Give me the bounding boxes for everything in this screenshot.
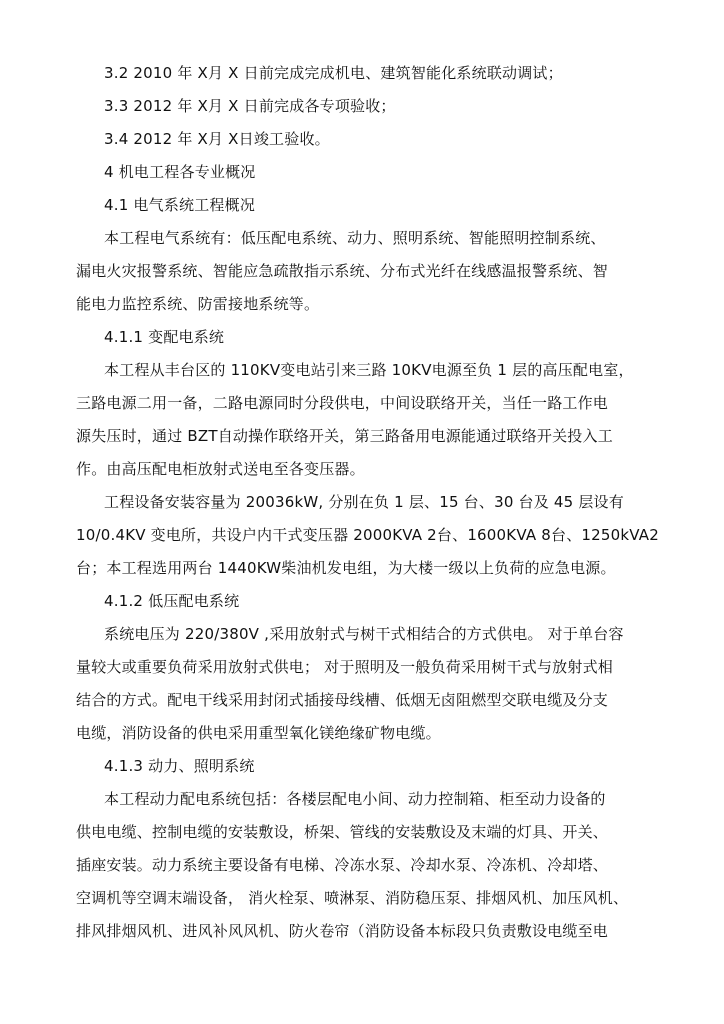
paragraph-line: 系统电压为 220/380V ,采用放射式与树干式相结合的方式供电。 对于单台容 — [104, 625, 624, 643]
heading-4-1-1: 4.1.1 变配电系统 — [104, 328, 225, 346]
paragraph-line: 能电力监控系统、防雷接地系统等。 — [76, 295, 320, 313]
paragraph-line: 本工程动力配电系统包括：各楼层配电小间、动力控制箱、柜至动力设备的 — [104, 790, 606, 808]
paragraph-line: 空调机等空调末端设备， 消火栓泵、喷淋泵、消防稳压泵、排烟风机、加压风机、 — [76, 889, 629, 907]
heading-4: 4 机电工程各专业概况 — [104, 163, 256, 181]
paragraph-line: 10/0.4KV 变电所，共设户内干式变压器 2000KVA 2台、1600KVA 8台、1250kVA2 — [76, 526, 659, 544]
paragraph-line: 量较大或重要负荷采用放射式供电； 对于照明及一般负荷采用树干式与放射式相 — [76, 658, 613, 676]
paragraph-line: 结合的方式。配电干线采用封闭式插接母线槽、低烟无卤阻燃型交联电缆及分支 — [76, 691, 609, 709]
heading-4-1: 4.1 电气系统工程概况 — [104, 196, 256, 214]
paragraph-line: 工程设备安装容量为 20036kW, 分别在负 1 层、15 台、30 台及 45 层设有 — [104, 493, 624, 511]
paragraph-line: 本工程从丰台区的 110KV变电站引来三路 10KV电源至负 1 层的高压配电室， — [104, 361, 634, 379]
paragraph-line: 排风排烟风机、进风补风风机、防火卷帘（消防设备本标段只负责敷设电缆至电 — [76, 922, 609, 940]
paragraph-line: 供电电缆、控制电缆的安装敷设，桥架、管线的安装敷设及末端的灯具、开关、 — [76, 823, 609, 841]
heading-4-1-2: 4.1.2 低压配电系统 — [104, 592, 240, 610]
line-3-3: 3.3 2012 年 X月 X 日前完成各专项验收； — [104, 97, 396, 115]
paragraph-line: 台；本工程选用两台 1440KW柴油机发电组，为大楼一级以上负荷的应急电源。 — [76, 559, 616, 577]
paragraph-line: 电缆，消防设备的供电采用重型氧化镁绝缘矿物电缆。 — [76, 724, 441, 742]
line-3-2: 3.2 2010 年 X月 X 日前完成完成机电、建筑智能化系统联动调试； — [104, 64, 563, 82]
paragraph-line: 插座安装。动力系统主要设备有电梯、冷冻水泵、冷却水泵、冷冻机、冷却塔、 — [76, 856, 609, 874]
paragraph-line: 三路电源二用一备，二路电源同时分段供电，中间设联络开关，当任一路工作电 — [76, 394, 609, 412]
paragraph-line: 源失压时，通过 BZT自动操作联络开关，第三路备用电源能通过联络开关投入工 — [76, 427, 613, 445]
line-3-4: 3.4 2012 年 X月 X日竣工验收。 — [104, 130, 330, 148]
paragraph-line: 作。由高压配电柜放射式送电至各变压器。 — [76, 460, 365, 478]
heading-4-1-3: 4.1.3 动力、照明系统 — [104, 757, 255, 775]
paragraph-line: 漏电火灾报警系统、智能应急疏散指示系统、分布式光纤在线感温报警系统、智 — [76, 262, 609, 280]
paragraph-line: 本工程电气系统有：低压配电系统、动力、照明系统、智能照明控制系统、 — [104, 229, 606, 247]
